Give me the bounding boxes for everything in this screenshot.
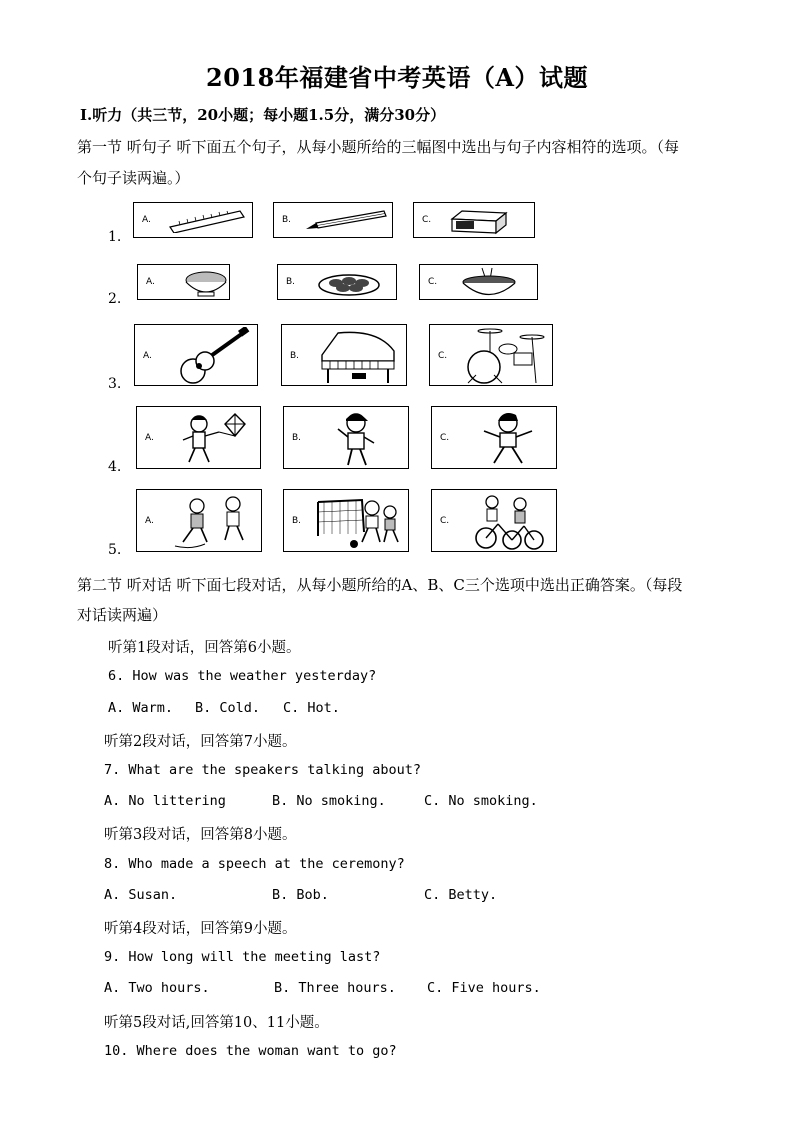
option-label: C. xyxy=(440,516,450,526)
option-label: A. xyxy=(142,215,151,225)
eraser-icon xyxy=(448,207,510,235)
drums-icon xyxy=(462,327,552,385)
option-box[interactable] xyxy=(134,324,258,386)
question-number: 5. xyxy=(108,542,122,558)
option-label: B. xyxy=(290,351,300,361)
option-label: C. xyxy=(440,433,450,443)
option-label: A. xyxy=(145,516,154,526)
guitar-icon xyxy=(171,327,251,385)
option-box[interactable] xyxy=(419,264,538,300)
q6-option-c[interactable]: C. Hot. xyxy=(283,700,340,716)
pencil-icon xyxy=(304,209,388,233)
option-label: C. xyxy=(422,215,432,225)
option-label: B. xyxy=(282,215,292,225)
q8-option-c[interactable]: C. Betty. xyxy=(424,887,498,903)
boy-waving-icon xyxy=(328,409,388,469)
question-7: 7. What are the speakers talking about? xyxy=(104,762,421,778)
option-label: C. xyxy=(428,277,438,287)
option-label: B. xyxy=(292,433,302,443)
q7-option-c[interactable]: C. No smoking. xyxy=(424,793,538,809)
dialogue-1-instruction: 听第1段对话，回答第6小题。 xyxy=(108,640,301,656)
option-label: A. xyxy=(143,351,152,361)
dialogue-4-instruction: 听第4段对话，回答第9小题。 xyxy=(104,921,297,937)
dumplings-plate-icon xyxy=(316,269,382,297)
option-box[interactable] xyxy=(277,264,397,300)
dialogue-5-instruction: 听第5段对话,回答第10、11小题。 xyxy=(104,1015,329,1031)
option-box[interactable] xyxy=(136,489,262,552)
option-label: A. xyxy=(146,277,155,287)
option-box[interactable] xyxy=(136,406,261,469)
question-8: 8. Who made a speech at the ceremony? xyxy=(104,856,405,872)
question-6: 6. How was the weather yesterday? xyxy=(108,668,377,684)
kids-cycling-icon xyxy=(472,492,548,552)
option-box[interactable] xyxy=(413,202,535,238)
option-label: A. xyxy=(145,433,154,443)
q6-option-b[interactable]: B. Cold. xyxy=(195,700,261,716)
q7-option-a[interactable]: A. No littering xyxy=(104,793,226,809)
option-box[interactable] xyxy=(431,489,557,552)
option-label: B. xyxy=(286,277,296,287)
boy-dancing-icon xyxy=(476,409,540,469)
q6-option-a[interactable]: A. Warm. xyxy=(108,700,174,716)
option-box[interactable] xyxy=(283,489,409,552)
q9-option-c[interactable]: C. Five hours. xyxy=(427,980,541,996)
option-label: B. xyxy=(292,516,302,526)
option-box[interactable] xyxy=(431,406,557,469)
page-title: 2018年福建省中考英语（A）试题 xyxy=(206,63,588,92)
dialogue-2-instruction: 听第2段对话，回答第7小题。 xyxy=(104,734,297,750)
dialogue-3-instruction: 听第3段对话，回答第8小题。 xyxy=(104,827,297,843)
option-box[interactable] xyxy=(429,324,553,386)
option-box[interactable] xyxy=(273,202,393,238)
kids-football-icon xyxy=(314,492,404,552)
rice-bowl-icon xyxy=(182,268,230,298)
option-box[interactable] xyxy=(133,202,253,238)
section2-intro-line2: 对话读两遍） xyxy=(77,606,168,624)
option-box[interactable] xyxy=(281,324,407,386)
piano-icon xyxy=(318,327,402,385)
option-label: C. xyxy=(438,351,448,361)
question-number: 1. xyxy=(108,229,122,245)
q8-option-a[interactable]: A. Susan. xyxy=(104,887,178,903)
q9-option-b[interactable]: B. Three hours. xyxy=(274,980,396,996)
question-number: 4. xyxy=(108,459,122,475)
option-box[interactable] xyxy=(283,406,409,469)
section2-intro-line1: 第二节 听对话 听下面七段对话，从每小题所给的A、B、C三个选项中选出正确答案。（每段 xyxy=(77,576,683,594)
question-9: 9. How long will the meeting last? xyxy=(104,949,381,965)
q7-option-b[interactable]: B. No smoking. xyxy=(272,793,386,809)
q9-option-a[interactable]: A. Two hours. xyxy=(104,980,210,996)
ruler-icon xyxy=(168,207,246,233)
section1-intro-line2: 个句子读两遍。） xyxy=(77,169,190,187)
question-number: 3. xyxy=(108,376,122,392)
question-number: 2. xyxy=(108,291,122,307)
question-10: 10. Where does the woman want to go? xyxy=(104,1043,397,1059)
kids-skating-icon xyxy=(171,492,257,552)
boy-flying-kite-icon xyxy=(179,410,255,468)
noodles-bowl-icon xyxy=(458,266,520,300)
option-box[interactable] xyxy=(137,264,230,300)
part1-heading: Ⅰ.听力（共三节，20小题；每小题1.5分，满分30分） xyxy=(80,106,446,124)
q8-option-b[interactable]: B. Bob. xyxy=(272,887,329,903)
section1-intro-line1: 第一节 听句子 听下面五个句子，从每小题所给的三幅图中选出与句子内容相符的选项。（每 xyxy=(77,138,680,156)
